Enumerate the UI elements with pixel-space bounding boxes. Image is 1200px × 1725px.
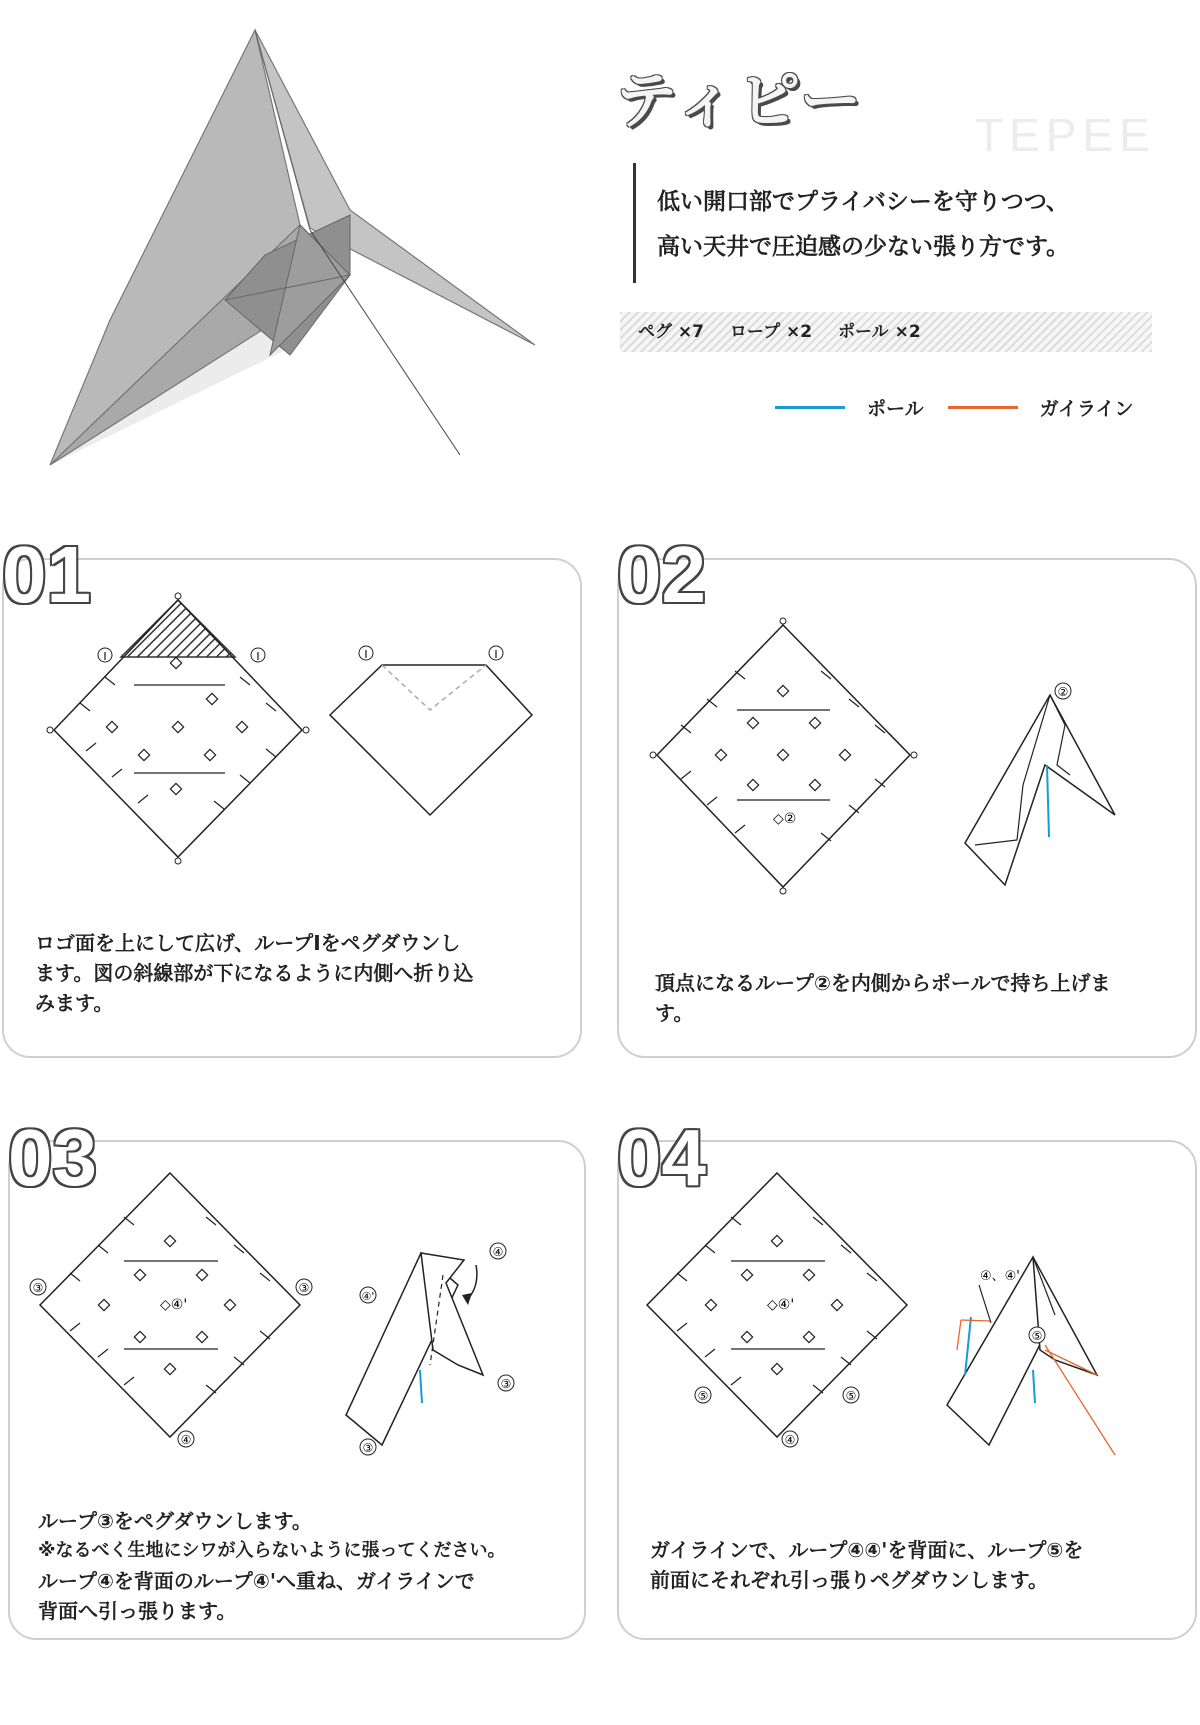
description-line: 高い天井で圧迫感の少ない張り方です。 — [657, 234, 1070, 260]
step-line: 前面にそれぞれ引っ張りペグダウンします。 — [650, 1568, 1048, 1592]
equipment-item: ポール ×2 — [838, 322, 921, 342]
step-04-diagram — [635, 1165, 1155, 1465]
loop-label: ③ — [32, 1281, 44, 1295]
step-number: 04 — [617, 1113, 706, 1202]
step-03-diagram — [28, 1165, 548, 1465]
step-line: 背面へ引っ張ります。 — [38, 1599, 237, 1623]
loop-label: ⑤ — [1031, 1329, 1043, 1343]
equipment-item: ロープ ×2 — [729, 322, 813, 342]
step-line: ます。図の斜線部が下になるように内側へ折り込 — [35, 961, 474, 985]
loop-label: Ⅰ — [256, 650, 260, 663]
loop-label: Ⅰ — [494, 648, 498, 661]
loop-label: ⑤ — [697, 1389, 709, 1403]
step-line: ロゴ面を上にして広げ、ループⅠをペグダウンし — [35, 931, 461, 955]
step-line: す。 — [655, 1001, 694, 1025]
equipment-list — [620, 312, 1152, 352]
description-line: 低い開口部でプライバシーを守りつつ、 — [657, 189, 1069, 215]
loop-label: ④ — [492, 1245, 504, 1259]
legend-guyline-label: ガイライン — [1039, 397, 1134, 420]
step-note: ※なるべく生地にシワが入らないように張ってください。 — [38, 1540, 506, 1561]
loop-label: ③ — [362, 1441, 374, 1455]
step-04-text — [650, 1535, 1083, 1595]
loop-label: ◇④' — [767, 1297, 795, 1313]
page-title: ティピー — [615, 64, 864, 137]
step-line: ループ③をペグダウンします。 — [38, 1509, 312, 1533]
step-line: ガイラインで、ループ④④'を背面に、ループ⑤を — [650, 1538, 1084, 1562]
page-subtitle: TEPEE — [975, 109, 1156, 161]
description-bar — [633, 163, 636, 283]
loop-label: ④、④' — [980, 1269, 1020, 1284]
step-number: 03 — [8, 1113, 97, 1202]
step-01-text — [35, 928, 473, 1018]
loop-label: ◇② — [773, 811, 797, 827]
loop-label: ◇④' — [160, 1297, 188, 1313]
loop-label: ④ — [784, 1433, 796, 1447]
step-number: 02 — [617, 530, 706, 619]
step-line: みます。 — [35, 991, 114, 1015]
loop-label: ⑤ — [845, 1389, 857, 1403]
loop-label: Ⅰ — [364, 648, 368, 661]
tepee-hero-illustration — [40, 25, 560, 475]
loop-label: ④' — [361, 1290, 375, 1303]
step-number: 01 — [2, 530, 91, 619]
loop-label: ④ — [180, 1433, 192, 1447]
pole-line-swatch — [775, 406, 845, 409]
guyline-line-swatch — [948, 406, 1018, 409]
step-line: 頂点になるループ②を内側からポールで持ち上げま — [655, 971, 1111, 995]
step-01-diagram — [30, 585, 550, 875]
legend-pole-label: ポール — [867, 397, 924, 420]
equipment-item: ペグ ×7 — [638, 322, 704, 342]
step-line: ループ④を背面のループ④'へ重ね、ガイラインで — [38, 1569, 475, 1593]
loop-label: Ⅰ — [103, 650, 107, 663]
description — [657, 180, 1069, 270]
step-03-text — [38, 1506, 506, 1626]
loop-label: ② — [1057, 685, 1069, 699]
step-02-diagram — [645, 615, 1165, 905]
loop-label: ③ — [500, 1377, 512, 1391]
legend — [775, 392, 1158, 422]
step-02-text — [655, 968, 1111, 1028]
loop-label: ③ — [298, 1281, 310, 1295]
